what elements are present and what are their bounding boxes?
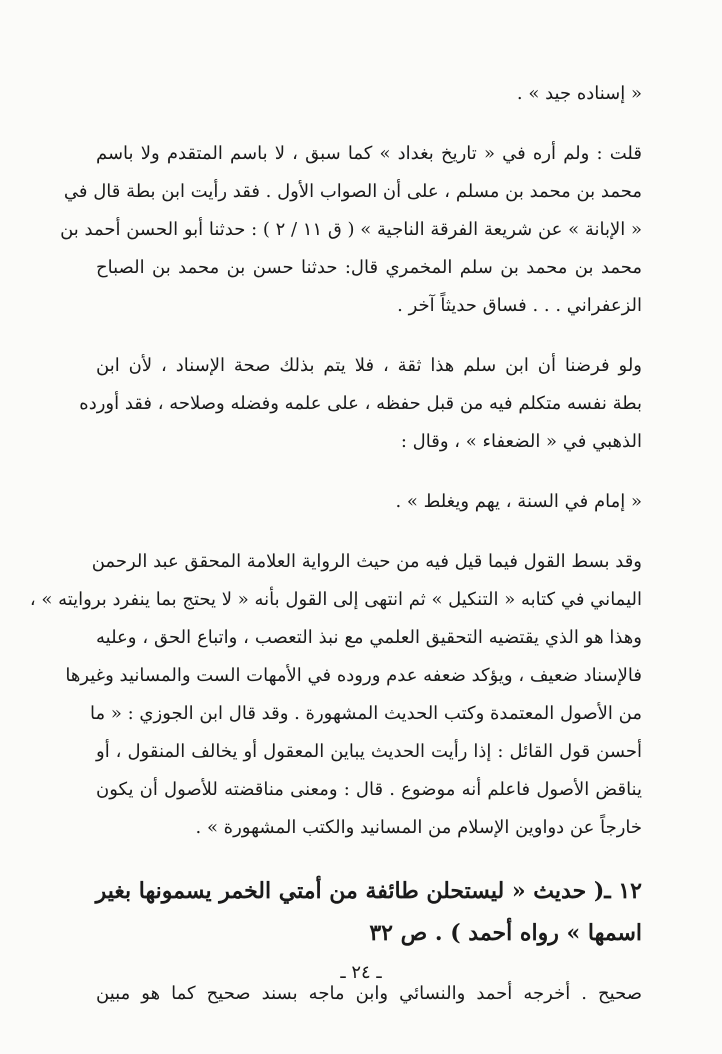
text-line: محمد بن محمد بن سلم المخمري قال: حدثنا حسن بن محمد بن الصباح [96, 257, 642, 278]
text-line: « إسناده جيد » . [516, 83, 642, 104]
text-line: محمد بن محمد بن مسلم ، على أن الصواب الأول . فقد رأيت ابن بطة قال في [63, 181, 642, 202]
text-line: الذهبي في « الضعفاء » ، وقال : [400, 431, 642, 452]
text-line: أحسن قول القائل : إذا رأيت الحديث يباين المعقول أو يخالف المنقول ، أو [96, 741, 642, 762]
text-line: وهذا هو الذي يقتضيه التحقيق العلمي مع نبذ التعصب ، واتباع الحق ، وعليه [96, 627, 642, 648]
text-line: فالإسناد ضعيف ، ويؤكد ضعفه عدم وروده في الأمهات الست والمسانيد وغيرها [65, 665, 642, 686]
page-number: ـ ٢٤ ـ [340, 962, 382, 983]
paragraph-1 [96, 82, 642, 120]
heading-line: اسمها » رواه أحمد ) . ص ٣٢ [369, 920, 642, 946]
text-line: الزعفراني . . . فساق حديثاً آخر . [397, 295, 642, 316]
paragraph-3 [79, 354, 642, 468]
page-body [29, 82, 642, 1020]
text-line: يناقض الأصول فاعلم أنه موضوع . قال : ومعنى مناقضته للأصول أن يكون [96, 779, 642, 800]
text-line: بطة نفسه متكلم فيه من قبل حفظه ، على علمه وفضله وصلاحه ، فقد أورده [79, 393, 642, 414]
paragraph-spacer [96, 854, 642, 876]
text-line: صحيح . أخرجه أحمد والنسائي وابن ماجه بسند صحيح كما هو مبين [96, 983, 642, 1004]
text-line: من الأصول المعتمدة وكتب الحديث المشهورة . وقد قال ابن الجوزي : « ما [90, 703, 642, 724]
hadith-heading [96, 876, 642, 960]
paragraph-5 [29, 550, 642, 854]
paragraph-4 [96, 490, 642, 528]
heading-line: ١٢ ـ( حديث « ليستحلن طائفة من أمتي الخمر يسمونها بغير [95, 878, 642, 904]
paragraph-spacer [96, 120, 642, 142]
text-line: قلت : ولم أره في « تاريخ بغداد » كما سبق ، لا باسم المتقدم ولا باسم [96, 143, 642, 164]
text-line: وقد بسط القول فيما قيل فيه من حيث الرواية العلامة المحقق عبد الرحمن [91, 551, 642, 572]
text-line: اليماني في كتابه « التنكيل » ثم انتهى إلى القول بأنه « لا يحتج بما ينفرد بروايته » ، [29, 589, 642, 610]
text-line: ولو فرضنا أن ابن سلم هذا ثقة ، فلا يتم بذلك صحة الإسناد ، لأن ابن [96, 355, 642, 376]
text-line: « إمام في السنة ، يهم ويغلط » . [395, 491, 642, 512]
paragraph-spacer [96, 332, 642, 354]
paragraph-spacer [96, 528, 642, 550]
text-line: « الإبانة » عن شريعة الفرقة الناجية » ( ق ١١ / ٢ ) : حدثنا أبو الحسن أحمد بن [60, 219, 642, 240]
closing-paragraph [96, 982, 642, 1020]
paragraph-2 [60, 142, 642, 332]
text-line: خارجاً عن دواوين الإسلام من المسانيد والكتب المشهورة » . [195, 817, 642, 838]
paragraph-spacer [96, 468, 642, 490]
